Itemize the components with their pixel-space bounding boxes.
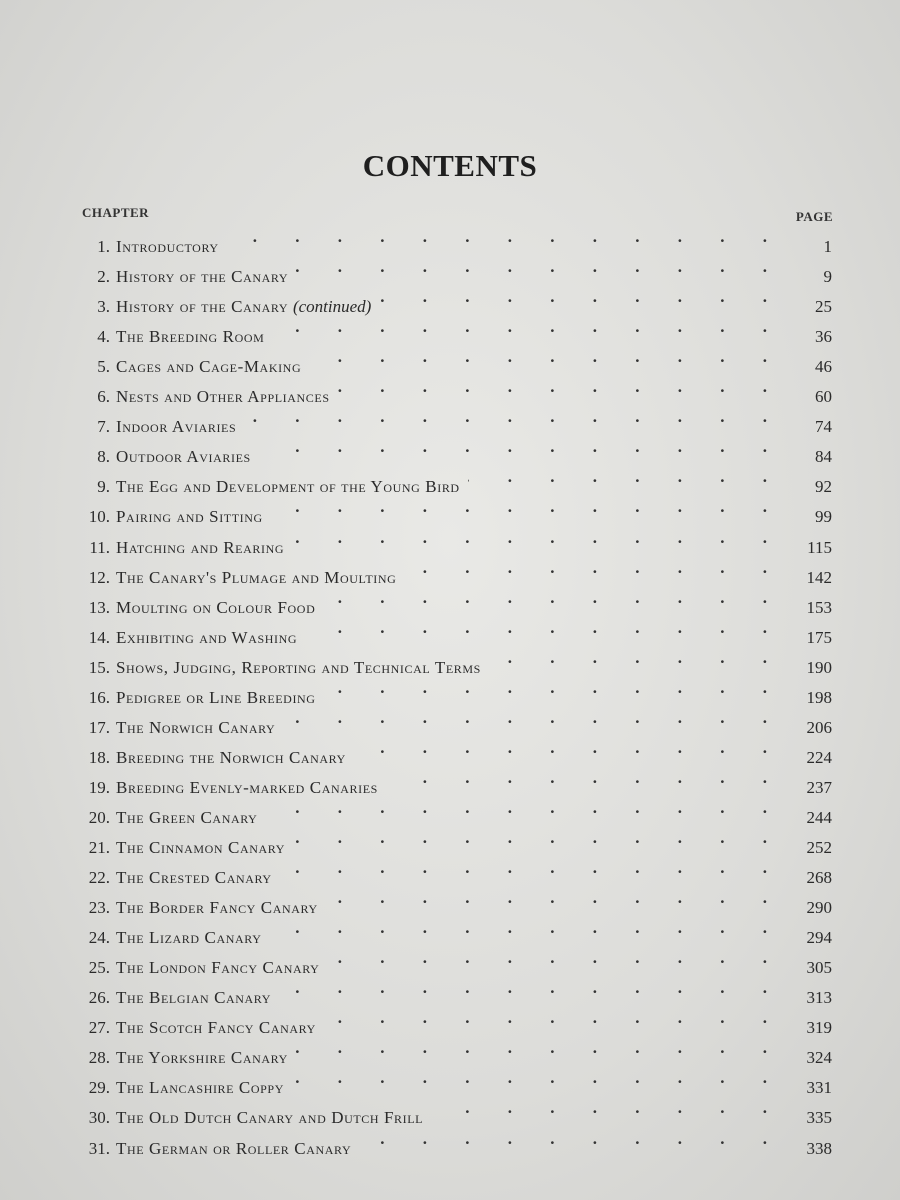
chapter-number: 1.	[97, 237, 110, 256]
page-number: 99	[815, 507, 832, 527]
dot-leader	[292, 1063, 784, 1093]
page-number: 319	[806, 1018, 832, 1038]
dot-leader	[265, 793, 784, 823]
dot-leader	[359, 1124, 784, 1154]
chapter-title-text: Hatching and Rearing	[116, 537, 285, 557]
page-number: 36	[815, 327, 832, 347]
chapter-title-text: Pedigree or Line Breeding	[116, 687, 316, 707]
chapter-title-text: The Yorkshire Canary	[116, 1048, 288, 1068]
toc-entry	[80, 372, 832, 407]
toc-entry	[80, 402, 832, 437]
chapter-number: 27.	[88, 1018, 110, 1038]
page-number: 294	[806, 928, 832, 948]
dot-leader	[338, 372, 784, 402]
dot-leader	[386, 763, 784, 793]
toc-entry	[80, 733, 832, 767]
toc-entry	[80, 462, 832, 497]
toc-entry	[80, 673, 832, 707]
toc-entry	[80, 913, 832, 948]
dot-leader	[271, 492, 784, 522]
chapter-number: 7.	[97, 417, 110, 437]
chapter-title-text: Exhibiting and Washing	[116, 627, 298, 647]
chapter-number: 15.	[88, 657, 110, 677]
chapter-title-text: The Lancashire Coppy	[116, 1078, 284, 1098]
page-number: 190	[806, 657, 832, 677]
dot-leader	[324, 1003, 784, 1033]
chapter-number: 8.	[97, 447, 110, 467]
dot-leader	[283, 703, 784, 733]
page-number: 224	[806, 747, 832, 767]
chapter-title-text: The Old Dutch Canary and Dutch Frill	[116, 1108, 424, 1128]
toc-entry	[80, 943, 832, 978]
toc-entry	[80, 492, 832, 527]
chapter-title-text: The Lizard Canary	[116, 928, 262, 948]
dot-leader	[379, 282, 784, 312]
dot-leader	[279, 973, 784, 1003]
chapter-title-text: Introductory	[116, 237, 219, 256]
toc-entry	[80, 222, 832, 256]
chapter-number: 10.	[88, 507, 110, 527]
dot-leader	[305, 613, 784, 643]
page-number: 290	[806, 898, 832, 918]
toc-entry	[80, 432, 832, 467]
chapter-number: 6.	[97, 387, 110, 407]
chapter-number: 31.	[88, 1138, 110, 1158]
dot-leader	[323, 583, 784, 613]
toc-entry	[80, 282, 832, 317]
toc-entry	[80, 883, 832, 918]
chapter-title-text: The Crested Canary	[116, 868, 272, 888]
chapter-number: 2.	[97, 267, 110, 287]
chapter-number: 4.	[97, 327, 110, 347]
chapter-number: 17.	[88, 717, 110, 737]
dot-leader	[244, 402, 784, 432]
dot-leader	[309, 342, 784, 372]
chapter-number: 28.	[88, 1048, 110, 1068]
page-number: 268	[806, 868, 832, 888]
dot-leader	[404, 553, 784, 583]
chapter-title-text: Outdoor Aviaries	[116, 447, 251, 467]
chapter-number: 21.	[88, 838, 110, 857]
chapter-title-text: The Egg and Development of the Young Bird	[116, 477, 460, 497]
chapter-title-text: Pairing and Sitting	[116, 507, 263, 527]
page-number: 1	[823, 237, 832, 256]
chapter-number: 16.	[88, 687, 110, 707]
page-number: 244	[806, 807, 832, 827]
toc-entry	[80, 523, 832, 557]
toc-entry	[80, 793, 832, 827]
toc-entry	[80, 853, 832, 888]
toc-entry	[80, 1003, 832, 1038]
toc-entry	[80, 312, 832, 347]
dot-leader	[327, 943, 784, 973]
page-number: 324	[806, 1048, 832, 1068]
dot-leader	[468, 462, 784, 492]
chapter-title-text: The Cinnamon Canary	[116, 838, 285, 857]
chapter-title-text: The Breeding Room	[116, 327, 265, 347]
dot-leader	[489, 643, 784, 673]
toc-entry	[80, 1033, 832, 1068]
page-number: 335	[806, 1108, 832, 1128]
page-title: CONTENTS	[362, 148, 538, 183]
page-column-header: PAGE	[795, 209, 833, 224]
chapter-title-text: History of the Canary	[116, 267, 289, 287]
chapter-number: 29.	[88, 1078, 110, 1098]
chapter-title-text: The Belgian Canary	[116, 988, 272, 1008]
page-number: 74	[815, 417, 832, 437]
toc-entry	[80, 252, 832, 287]
chapter-title-text: The Green Canary	[116, 807, 258, 827]
chapter-number: 23.	[88, 898, 110, 918]
chapter-title-text: The Border Fancy Canary	[116, 898, 318, 918]
chapter-number: 9.	[97, 477, 110, 497]
page-number: 25	[815, 297, 832, 317]
chapter-title-text: Shows, Judging, Reporting and Technical Terms	[116, 657, 481, 677]
chapter-title-text: The Norwich Canary	[116, 717, 276, 737]
page-number: 9	[823, 267, 832, 287]
dot-leader	[259, 432, 784, 462]
page-number: 206	[806, 717, 832, 737]
chapter-number: 18.	[88, 747, 110, 767]
toc-entry	[80, 1063, 832, 1098]
chapter-title	[116, 1134, 351, 1164]
chapter-title-text: Breeding Evenly-marked Canaries	[116, 777, 378, 797]
toc-entry	[80, 613, 832, 647]
dot-leader	[292, 523, 784, 553]
page-number: 313	[806, 988, 832, 1008]
chapter-title-text: The London Fancy Canary	[116, 958, 320, 978]
chapter-title-text: The Scotch Fancy Canary	[116, 1018, 316, 1038]
page-number: 175	[806, 627, 832, 647]
toc-entry	[80, 1093, 832, 1128]
chapter-number: 12.	[88, 567, 110, 587]
page-number: 237	[806, 777, 832, 797]
chapter-number: 13.	[88, 597, 110, 617]
page-number: 46	[815, 357, 832, 377]
page-number: 115	[807, 537, 832, 557]
chapter-number: 14.	[88, 627, 110, 647]
chapter-number: 26.	[88, 988, 110, 1008]
chapter-number: 19.	[88, 777, 110, 797]
toc-entry	[80, 703, 832, 737]
chapter-title-text: Indoor Aviaries	[116, 417, 237, 437]
chapter-title-text: Moulting on Colour Food	[116, 597, 316, 617]
page-number: 198	[806, 687, 832, 707]
page-number: 84	[815, 447, 832, 467]
chapter-number: 20.	[88, 807, 110, 827]
chapter-column-header: CHAPTER	[82, 205, 150, 220]
chapter-title-suffix: (continued)	[292, 297, 372, 317]
dot-leader	[272, 312, 784, 342]
chapter-number: 24.	[88, 928, 110, 948]
page-number: 153	[806, 597, 832, 617]
chapter-title-text: Breeding the Norwich Canary	[116, 747, 346, 767]
toc-entry	[80, 823, 832, 857]
chapter-title-text: History of the Canary	[116, 297, 289, 317]
dot-leader	[227, 222, 784, 252]
dot-leader	[269, 913, 784, 943]
toc-entry	[80, 973, 832, 1008]
dot-leader	[326, 883, 784, 913]
page-number: 60	[815, 387, 832, 407]
chapter-number: 30.	[88, 1108, 110, 1128]
page-number: 142	[806, 567, 832, 587]
chapter-number: 22.	[88, 868, 110, 888]
dot-leader	[324, 673, 784, 703]
dot-leader	[431, 1093, 784, 1123]
page-number: 338	[806, 1138, 832, 1158]
dot-leader	[293, 823, 784, 853]
toc-entry	[80, 583, 832, 617]
page-number: 305	[806, 958, 832, 978]
toc-entry	[80, 1124, 832, 1158]
chapter-title-text: The Canary's Plumage and Moulting	[116, 567, 397, 587]
dot-leader	[280, 853, 784, 883]
toc-entry	[80, 553, 832, 587]
chapter-number: 25.	[88, 958, 110, 978]
chapter-number: 5.	[97, 357, 110, 377]
chapter-title-text: Cages and Cage-Making	[116, 357, 302, 377]
chapter-number: 3.	[97, 297, 110, 317]
toc-entry	[80, 643, 832, 677]
page-number: 252	[806, 838, 832, 857]
toc-entry	[80, 763, 832, 797]
chapter-title-text: The German or Roller Canary	[116, 1138, 352, 1158]
dot-leader	[296, 1033, 784, 1063]
page-number: 331	[806, 1078, 832, 1098]
toc-entry	[80, 342, 832, 377]
dot-leader	[296, 252, 784, 282]
dot-leader	[354, 733, 784, 763]
chapter-number: 11.	[89, 537, 110, 557]
chapter-title-text: Nests and Other Appliances	[116, 387, 330, 407]
page-number: 92	[815, 477, 832, 497]
